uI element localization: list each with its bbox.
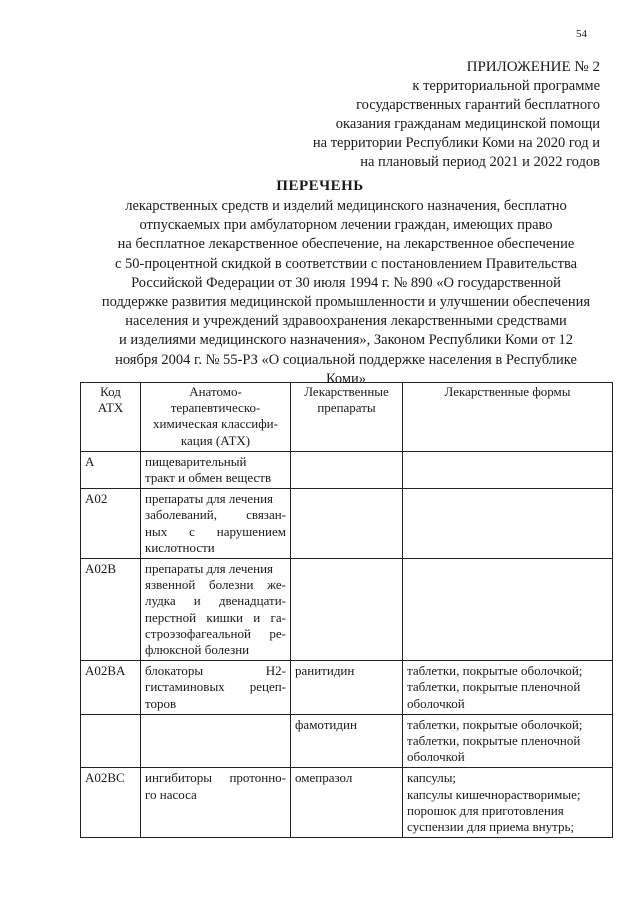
appendix-line: на территории Республики Коми на 2020 год и xyxy=(312,135,600,151)
table-row xyxy=(81,661,613,715)
cell-line: оболочкой xyxy=(407,749,465,765)
subtitle-line: Российской Федерации от 30 июля 1994 г. № 890 «О государственной xyxy=(131,274,561,291)
subtitle-line: отпускаемых при амбулаторном лечении граждан, имеющих право xyxy=(139,217,553,234)
cell-line: таблетки, покрытые пленочной xyxy=(407,679,581,695)
subtitle-line: ноября 2004 г. № 55-РЗ «О социальной поддержке населения в Республике xyxy=(115,351,577,368)
appendix-header xyxy=(180,58,600,172)
cell-line: го насоса xyxy=(145,786,197,802)
cell-line: препараты для лечения xyxy=(145,491,274,507)
cell-line: таблетки, покрытые оболочкой; xyxy=(407,663,583,679)
table-row xyxy=(81,559,613,661)
cell-forms xyxy=(403,714,613,768)
cell-classification xyxy=(141,768,291,838)
cell-line: препараты для лечения xyxy=(145,561,274,577)
cell-code: A02BA xyxy=(81,661,141,715)
cell-code: A02 xyxy=(81,489,141,559)
header-line: препараты xyxy=(317,400,376,416)
cell-drug xyxy=(291,559,403,661)
cell-code xyxy=(81,714,141,768)
header-classification xyxy=(141,383,291,452)
cell-classification xyxy=(141,714,291,768)
subtitle-line: Коми» xyxy=(325,370,367,387)
cell-line: гистаминовых рецеп- xyxy=(145,679,286,695)
subtitle-line: и изделиями медицинского назначения», Законом Республики Коми от 12 xyxy=(118,332,574,349)
appendix-line: государственных гарантий бесплатного xyxy=(356,97,600,113)
cell-line: капсулы; xyxy=(407,770,457,786)
cell-drug: омепразол xyxy=(291,768,403,838)
table-row xyxy=(81,714,613,768)
cell-line: капсулы кишечнорастворимые; xyxy=(407,786,581,802)
subtitle-line: с 50-процентной скидкой в соответствии с постановлением Правительства xyxy=(114,255,578,272)
cell-drug xyxy=(291,489,403,559)
header-line: Код xyxy=(100,384,121,399)
list-subtitle xyxy=(96,197,596,389)
cell-code: A02B xyxy=(81,559,141,661)
cell-classification xyxy=(141,661,291,715)
cell-line: заболеваний, связан- xyxy=(145,507,286,523)
cell-line: флюксной болезни xyxy=(145,642,250,658)
header-line: терапевтическо- xyxy=(170,400,261,416)
cell-line: таблетки, покрытые пленочной xyxy=(407,733,581,749)
cell-line: перстной кишки и га- xyxy=(145,609,286,625)
header-line: Лекарственные xyxy=(304,384,389,399)
cell-line: ингибиторы протонно- xyxy=(145,770,286,786)
cell-forms xyxy=(403,661,613,715)
subtitle-line: населения и учреждений здравоохранения лекарственными средствами xyxy=(125,313,567,330)
cell-forms xyxy=(403,489,613,559)
header-line: Анатомо- xyxy=(189,384,242,399)
cell-line: порошок для приготовления xyxy=(407,802,564,818)
appendix-line: оказания гражданам медицинской помощи xyxy=(335,116,600,132)
appendix-title: ПРИЛОЖЕНИЕ № 2 xyxy=(466,59,600,75)
header-line: кация (АТХ) xyxy=(180,432,251,448)
cell-line: лудка и двенадцати- xyxy=(145,593,286,609)
header-forms xyxy=(403,383,613,452)
table-row xyxy=(81,768,613,838)
cell-forms xyxy=(403,768,613,838)
cell-line: ных с нарушением xyxy=(145,523,286,539)
table-header-row xyxy=(81,383,613,452)
cell-line: суспензии для приема внутрь; xyxy=(407,819,575,835)
appendix-line: к территориальной программе xyxy=(412,78,600,94)
cell-line: кислотности xyxy=(145,539,215,555)
header-code xyxy=(81,383,141,452)
appendix-line: на плановый период 2021 и 2022 годов xyxy=(360,154,600,170)
cell-line: строэзофагеальной ре- xyxy=(145,625,286,641)
cell-line: блокаторы H2- xyxy=(145,663,286,679)
page-number: 54 xyxy=(576,28,587,40)
cell-line: оболочкой xyxy=(407,695,465,711)
cell-line: таблетки, покрытые оболочкой; xyxy=(407,716,583,732)
header-line: химическая классифи- xyxy=(153,416,278,432)
table-row xyxy=(81,489,613,559)
subtitle-line: поддержке развития медицинской промышленности и улучшении обеспечения xyxy=(101,294,591,311)
cell-code: A xyxy=(81,451,141,488)
header-line: Лекарственные формы xyxy=(444,384,571,399)
cell-line: тракт и обмен веществ xyxy=(145,470,272,486)
cell-forms xyxy=(403,451,613,488)
cell-drug: ранитидин xyxy=(291,661,403,715)
cell-classification xyxy=(141,489,291,559)
cell-line: пищеварительный xyxy=(145,453,247,469)
list-title: ПЕРЕЧЕНЬ xyxy=(276,178,364,194)
subtitle-line: на бесплатное лекарственное обеспечение, на лекарственное обеспечение xyxy=(117,236,575,253)
cell-drug xyxy=(291,451,403,488)
cell-drug: фамотидин xyxy=(291,714,403,768)
cell-line: язвенной болезни же- xyxy=(145,577,286,593)
cell-classification xyxy=(141,451,291,488)
atc-table xyxy=(80,382,613,838)
cell-line: торов xyxy=(145,695,177,711)
cell-forms xyxy=(403,559,613,661)
cell-classification xyxy=(141,559,291,661)
cell-code: A02BC xyxy=(81,768,141,838)
header-drugs xyxy=(291,383,403,452)
table-row xyxy=(81,451,613,488)
subtitle-line: лекарственных средств и изделий медицинского назначения, бесплатно xyxy=(125,198,567,214)
header-line: АТХ xyxy=(97,400,124,416)
